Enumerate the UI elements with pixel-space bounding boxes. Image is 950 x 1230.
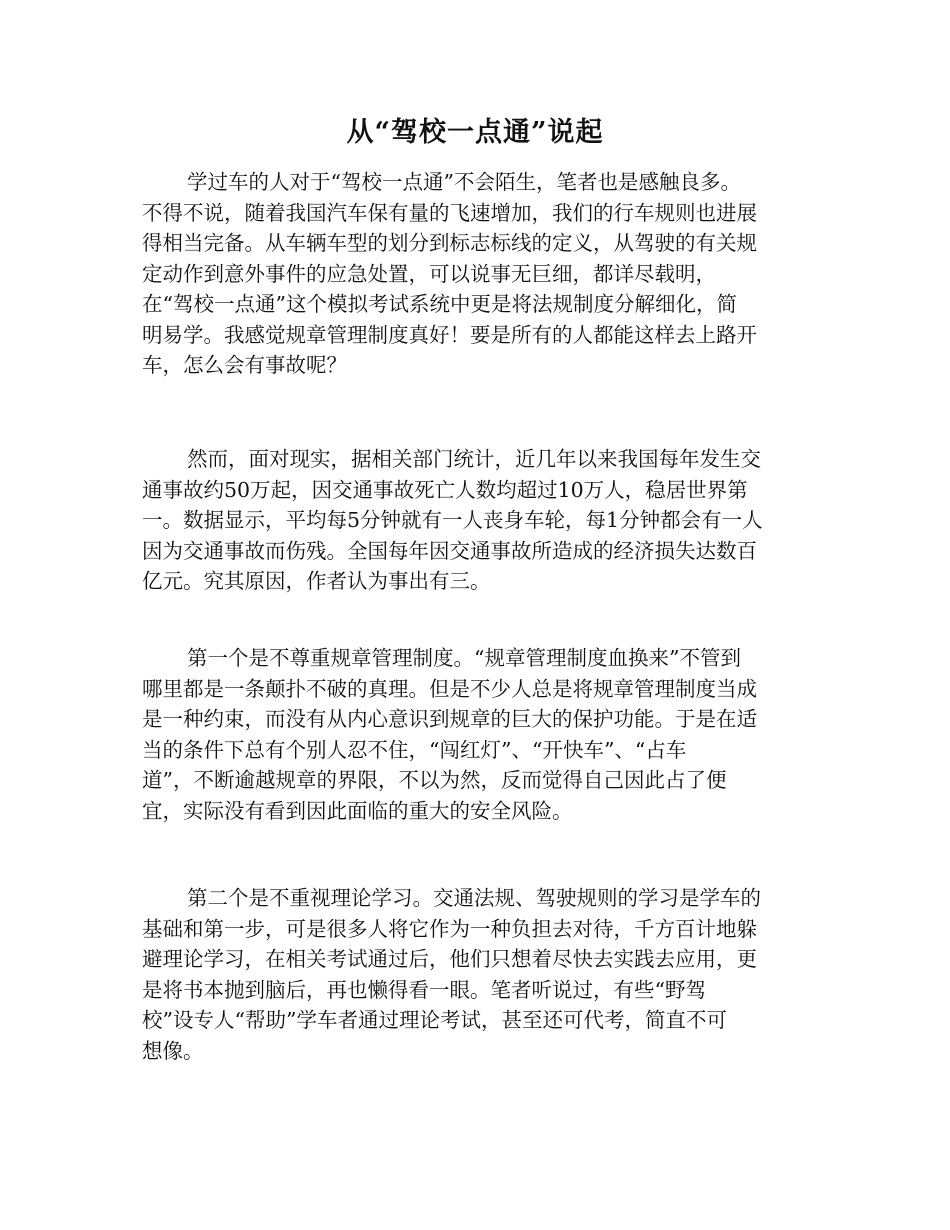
text-line: 明易学。我感觉规章管理制度真好！要是所有的人都能这样去上路开 [142,322,757,347]
text-line: 当的条件下总有个别人忍不住，“闯红灯”、“开快车”、“占车 [142,737,687,762]
text-line: 不得不说，随着我国汽车保有量的飞速增加，我们的行车规则也进展 [142,200,757,225]
text-line: 学过车的人对于“驾校一点通”不会陌生，笔者也是感触良多。 [187,170,741,194]
text-line: 道”，不断逾越规章的界限，不以为然，反而觉得自己因此占了便 [142,768,727,792]
text-line: 在“驾校一点通”这个模拟考试系统中更是将法规制度分解细化，简 [142,292,737,316]
text-line: 基础和第一步，可是很多人将它作为一种负担去对待，千方百计地躲 [142,916,757,941]
text-line: 宜，实际没有看到因此面临的重大的安全风险。 [142,798,573,823]
text-line: 是一种约束，而没有从内心意识到规章的巨大的保护功能。于是在适 [142,707,757,731]
text-line: 然而，面对现实，据相关部门统计，近几年以来我国每年发生交 [187,447,761,471]
text-line: 避理论学习，在相关考试通过后，他们只想着尽快去实践去应用，更 [142,947,757,971]
paragraph-statistics [142,444,810,597]
text-line: 得相当完备。从车辆车型的划分到标志标线的定义，从驾驶的有关规 [142,231,757,255]
text-line: 因为交通事故而伤残。全国每年因交通事故所造成的经济损失达数百 [142,538,757,563]
text-line: 想像。 [142,1038,204,1063]
text-line: 第一个是不尊重规章管理制度。“规章管理制度血换来”不管到 [187,646,741,670]
document-title: 从“驾校一点通”说起 [346,117,604,148]
text-line: 哪里都是一条颠扑不破的真理。但是不少人总是将规章管理制度当成 [142,676,757,701]
paragraph-intro [142,167,810,381]
text-line: 一。数据显示，平均每5分钟就有一人丧身车轮，每1分钟都会有一人 [142,508,763,532]
text-line: 通事故约50万起，因交通事故死亡人数均超过10万人，稳居世界第 [142,477,748,502]
paragraph-reason-one [142,643,810,826]
text-line: 亿元。究其原因，作者认为事出有三。 [142,569,491,593]
text-line: 校”设专人“帮助”学车者通过理论考试，甚至还可代考，简直不可 [142,1008,727,1032]
text-line: 定动作到意外事件的应急处置，可以说事无巨细，都详尽载明， [142,261,716,286]
text-line: 第二个是不重视理论学习。交通法规、驾驶规则的学习是学车的 [187,886,761,910]
text-line: 是将书本抛到脑后，再也懒得看一眼。笔者听说过，有些“野驾 [142,977,706,1002]
paragraph-reason-two [142,883,810,1066]
text-line: 车，怎么会有事故呢？ [142,353,347,377]
